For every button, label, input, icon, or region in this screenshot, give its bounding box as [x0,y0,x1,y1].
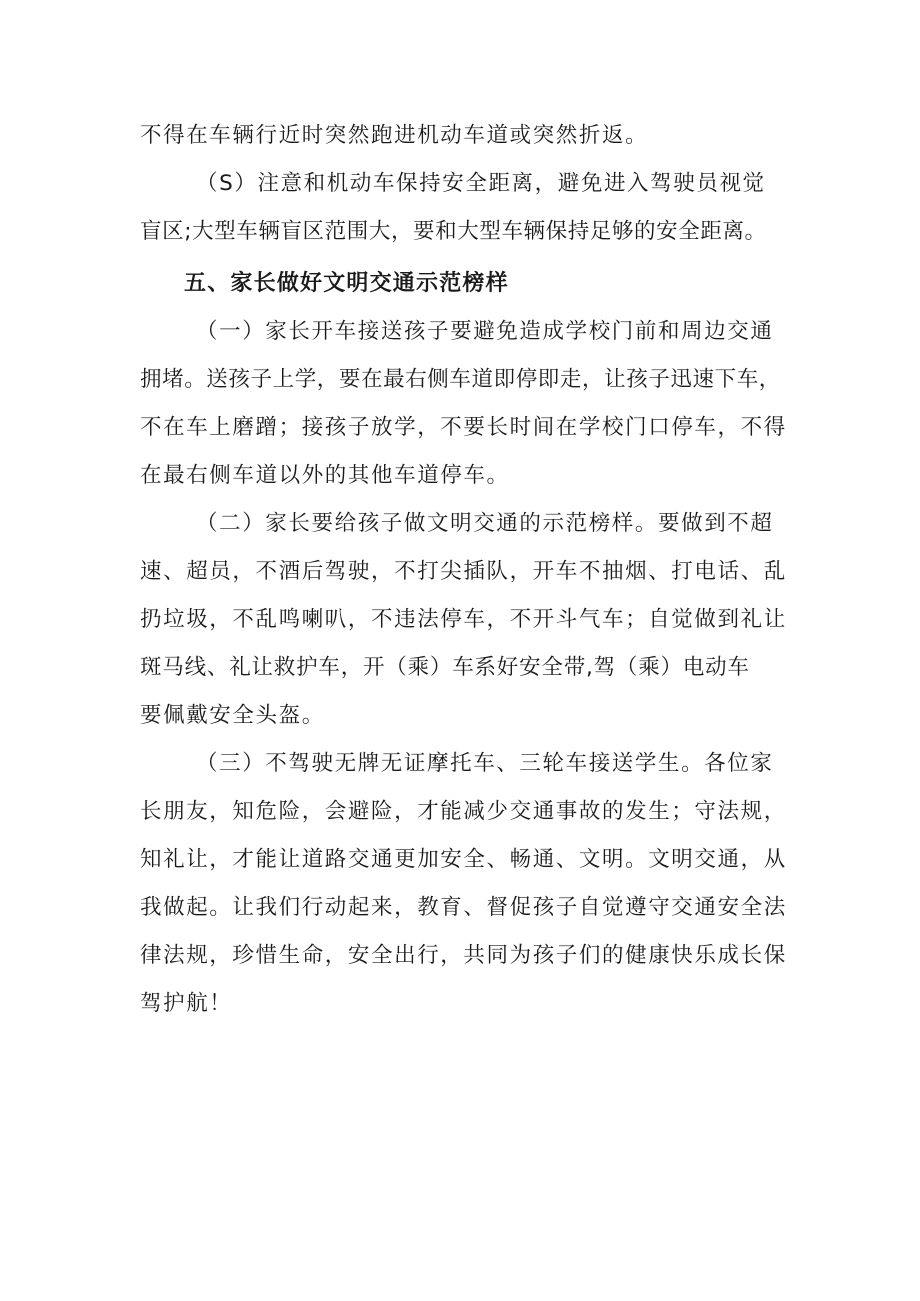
text-line: （一）家长开车接送孩子要避免造成学校门前和周边交通 [196,319,774,344]
text-line: 在最右侧车道以外的其他车道停车。 [140,463,510,488]
paragraph-item-one [140,308,800,500]
text-line: 我做起。让我们行动起来，教育、督促孩子自觉遵守交通安全法 [140,895,787,920]
text-line: 速、超员，不酒后驾驶，不打尖插队，开车不抽烟、打电话、乱 [140,559,787,584]
section-heading: 五、家长做好文明交通示范榜样 [184,271,509,296]
text-line: 知礼让，才能让道路交通更加安全、畅通、文明。文明交通，从 [140,847,787,872]
paragraph-item-two [140,500,800,740]
text-line: 不在车上磨蹭；接孩子放学，不要长时间在学校门口停车，不得 [140,415,787,440]
text-line: 拥堵。送孩子上学，要在最右侧车道即停即走，让孩子迅速下车， [140,367,781,392]
text-line: 长朋友，知危险，会避险，才能减少交通事故的发生；守法规， [140,799,787,824]
text-line: 律法规，珍惜生命，安全出行，共同为孩子们的健康快乐成长保 [140,943,787,968]
text-line: （S）注意和机动车保持安全距离，避免进入驾驶员视觉 [196,171,766,196]
text-line: （二）家长要给孩子做文明交通的示范榜样。要做到不超 [196,511,774,536]
section-heading-five [140,260,800,308]
text-line: 要佩戴安全头盔。 [140,703,325,728]
text-line: 不得在车辆行近时突然跑进机动车道或突然折返。 [140,123,649,148]
text-line: 盲区;大型车辆盲区范围大，要和大型车辆保持足够的安全距离。 [140,219,767,244]
text-line: 驾护航！ [140,991,233,1016]
paragraph-continuation [140,112,800,160]
paragraph-item-three [140,740,800,1028]
text-line: 斑马线、礼让救护车，开（乘）车系好安全带,驾（乘）电动车 [140,655,750,680]
text-line: 扔垃圾，不乱鸣喇叭，不违法停车，不开斗气车；自觉做到礼让 [140,607,787,632]
paragraph-item-s [140,160,800,256]
text-line: （三）不驾驶无牌无证摩托车、三轮车接送学生。各位家 [196,751,774,776]
